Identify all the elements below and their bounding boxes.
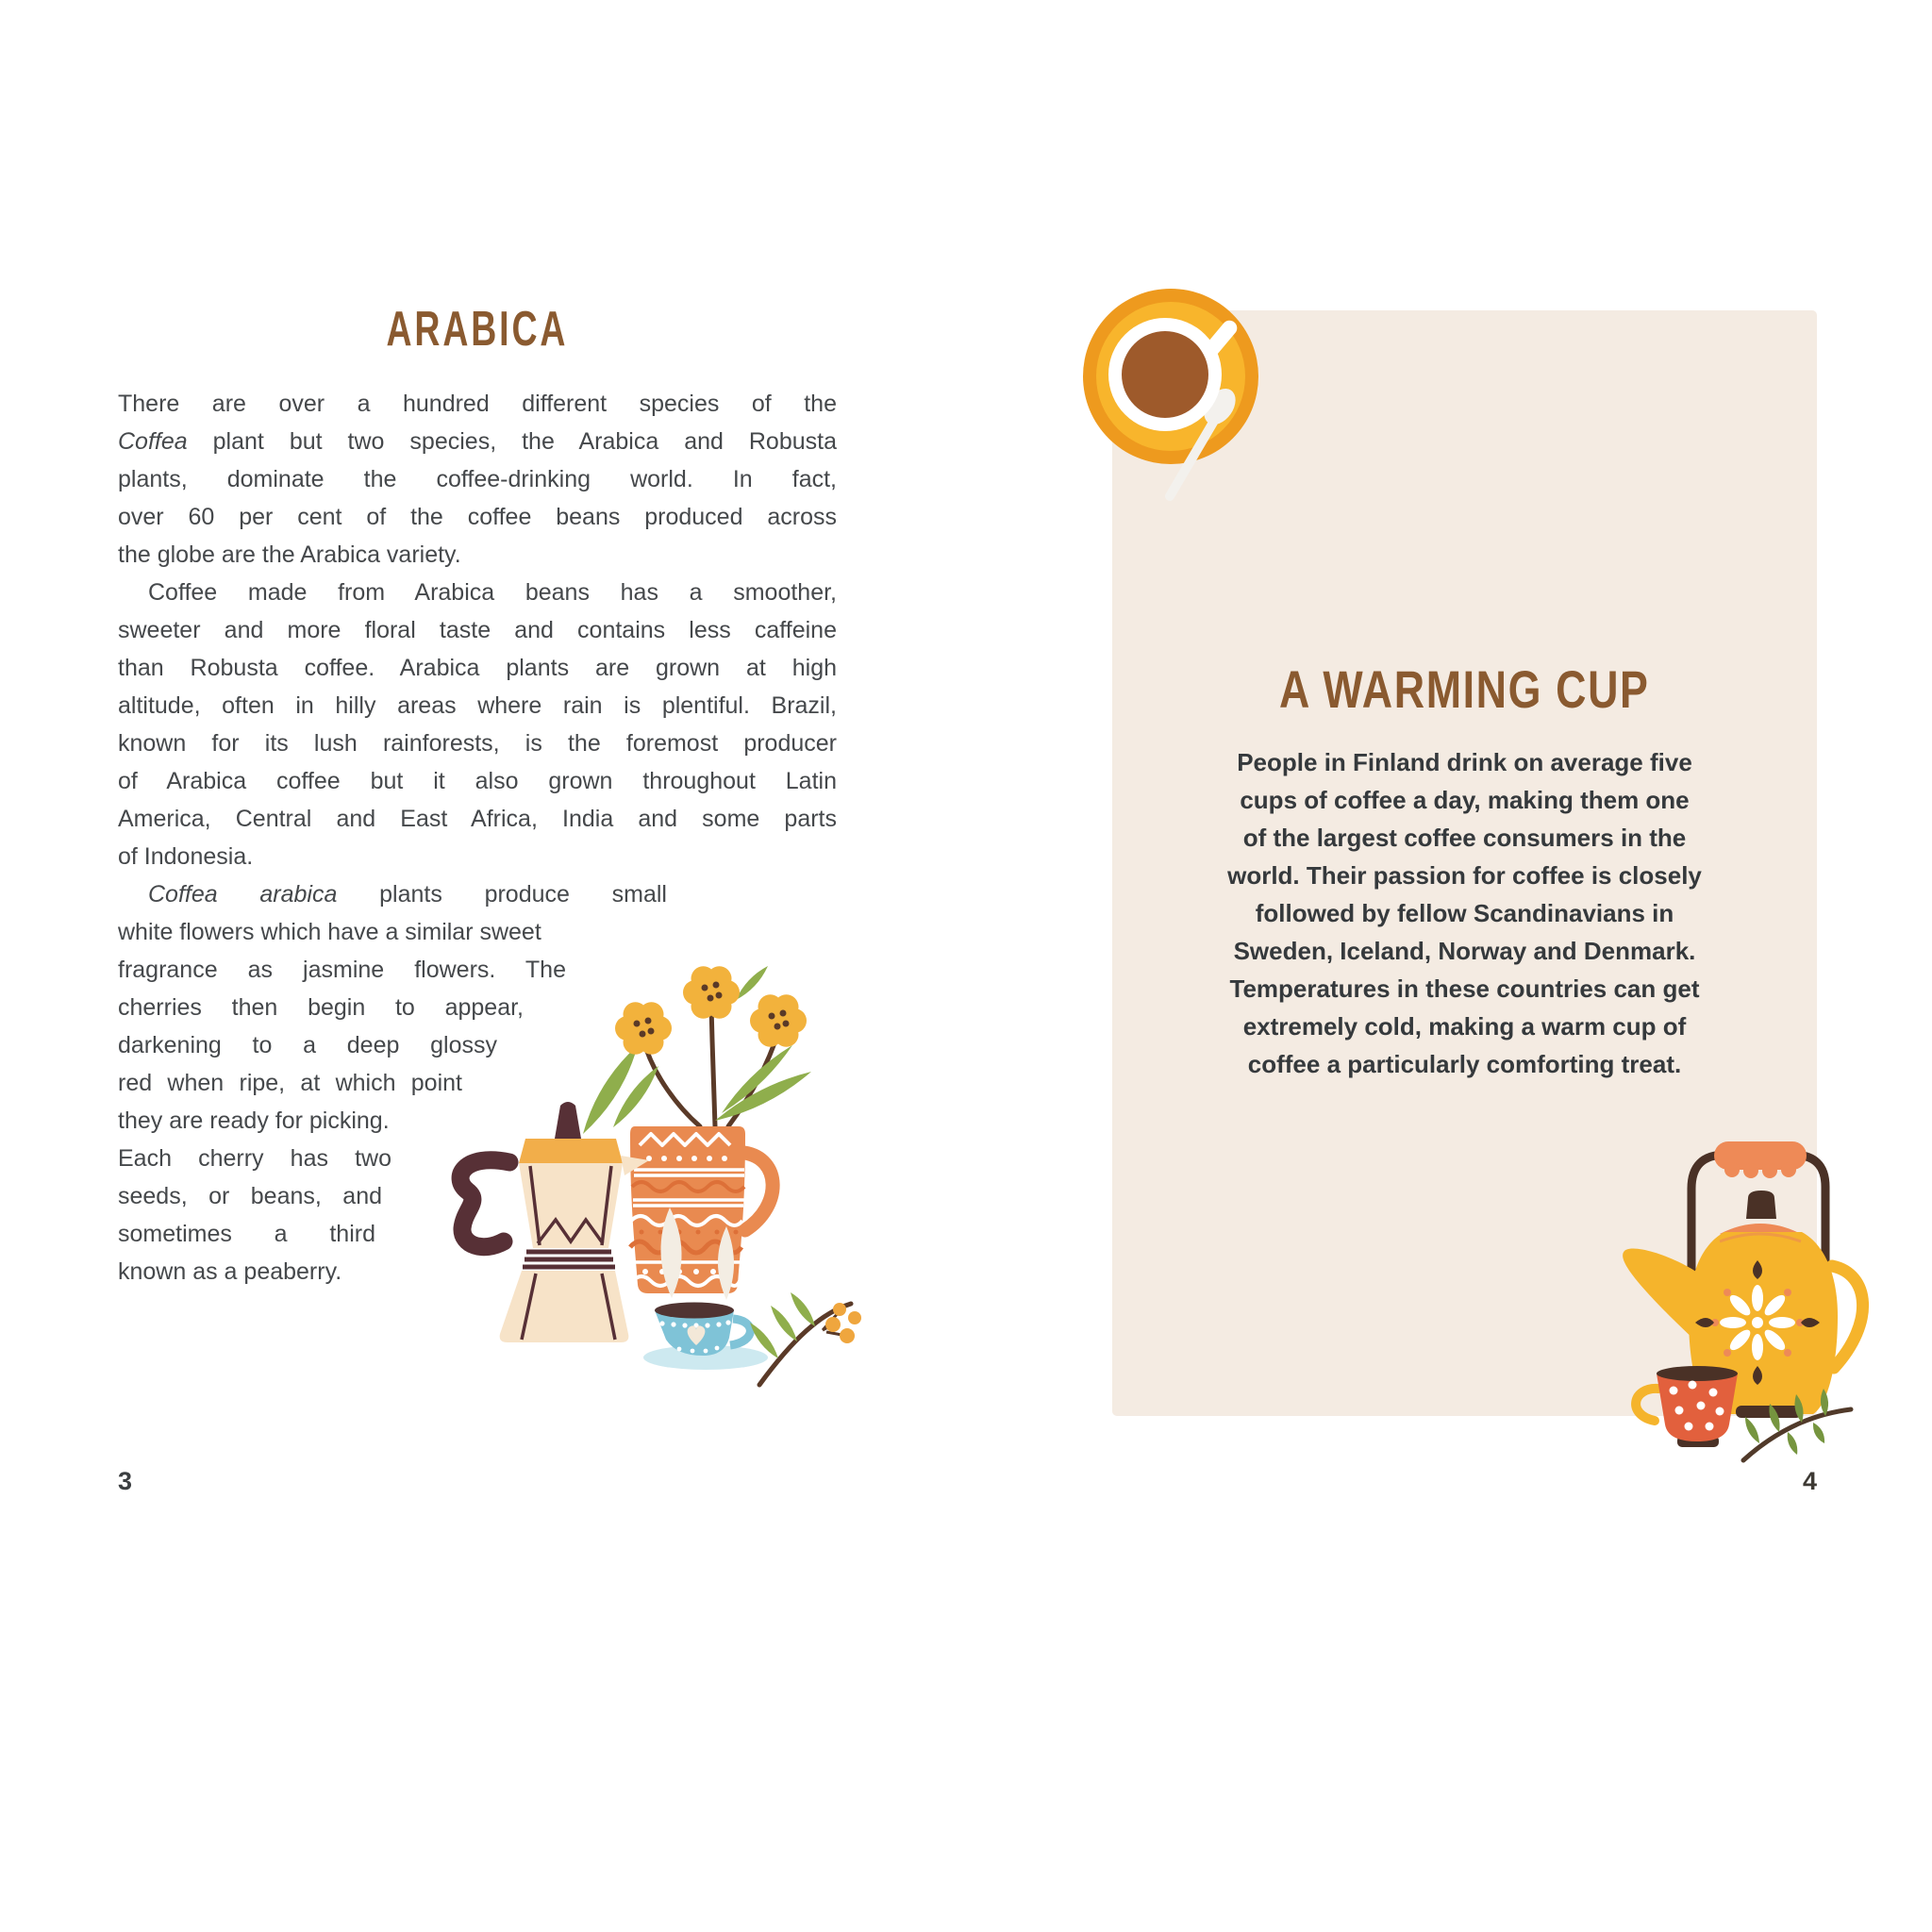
text-line: white flowers which have a similar sweet — [118, 919, 541, 945]
text-line: red when ripe, at which point — [118, 1070, 462, 1096]
flower-bouquet — [583, 966, 811, 1134]
left-page-title: ARABICA — [386, 302, 569, 357]
text-line: extremely cold, making a warm cup of — [1242, 1012, 1687, 1041]
text-line: People in Finland drink on average five — [1237, 748, 1692, 776]
text-line: cups of coffee a day, making them one — [1240, 786, 1690, 814]
text-line: sometimes a third — [118, 1221, 375, 1247]
text-line: America, Central and East Africa, India and some parts — [118, 806, 837, 832]
right-page-title: A WARMING CUP — [1279, 659, 1650, 719]
text-line: over 60 per cent of the coffee beans produced across — [118, 504, 837, 530]
coffee — [1122, 331, 1208, 418]
kettle-grip — [1714, 1141, 1807, 1178]
berry-sprig — [750, 1292, 861, 1385]
polka-dot-cup — [1636, 1366, 1738, 1447]
flower-vase — [630, 1126, 773, 1300]
text-line: plants, dominate the coffee-drinking world. In fact, — [118, 466, 837, 492]
text-line: Coffee made from Arabica beans has a smoother, — [148, 579, 837, 606]
coffee-cup-top-view-icon — [1075, 283, 1274, 509]
text-line: fragrance as jasmine flowers. The — [118, 957, 566, 983]
moka-knob — [555, 1102, 581, 1139]
text-line: seeds, or beans, and — [118, 1183, 382, 1209]
teacup — [643, 1303, 768, 1371]
text-line: they are ready for picking. — [118, 1108, 390, 1134]
text-line: coffee a particularly comforting treat. — [1247, 1050, 1682, 1078]
flower — [750, 994, 807, 1046]
flower — [615, 1002, 672, 1054]
moka-pot — [460, 1102, 649, 1342]
kettle-knob — [1746, 1191, 1776, 1219]
text-line: known for its lush rainforests, is the foremost producer — [118, 730, 837, 757]
text-line: Coffea arabica plants produce small — [148, 881, 667, 908]
text-line: of the largest coffee consumers in the — [1242, 824, 1687, 852]
text-line: altitude, often in hilly areas where rain is plentiful. Brazil, — [118, 692, 837, 719]
kettle-base — [1736, 1406, 1802, 1418]
text-line: known as a peaberry. — [118, 1258, 342, 1285]
arabica-illustration — [415, 934, 868, 1462]
text-line: Coffea plant but two species, the Arabica and Robusta — [118, 428, 837, 455]
text-line: of Arabica coffee but it also grown throughout Latin — [118, 768, 837, 794]
text-line: the globe are the Arabica variety. — [118, 541, 461, 568]
text-line: world. Their passion for coffee is closely — [1227, 861, 1702, 890]
text-line: than Robusta coffee. Arabica plants are grown at high — [118, 655, 837, 681]
text-line: darkening to a deep glossy — [118, 1032, 497, 1058]
page-number-left: 3 — [118, 1467, 133, 1495]
moka-handle — [460, 1160, 509, 1247]
text-line: sweeter and more floral taste and contains less caffeine — [118, 617, 837, 643]
text-line: Temperatures in these countries can get — [1229, 974, 1700, 1003]
text-line: cherries then begin to appear, — [118, 994, 524, 1021]
text-line: There are over a hundred different species of the — [118, 391, 837, 417]
page-number-right: 4 — [1802, 1467, 1817, 1495]
text-line: of Indonesia. — [118, 843, 254, 870]
text-line: Each cherry has two — [118, 1145, 391, 1172]
kettle-illustration — [1594, 1132, 1932, 1472]
text-line: followed by fellow Scandinavians in — [1255, 899, 1674, 927]
text-line: Sweden, Iceland, Norway and Denmark. — [1233, 937, 1696, 965]
right-page-body — [1112, 743, 1817, 1083]
flower — [683, 966, 740, 1018]
